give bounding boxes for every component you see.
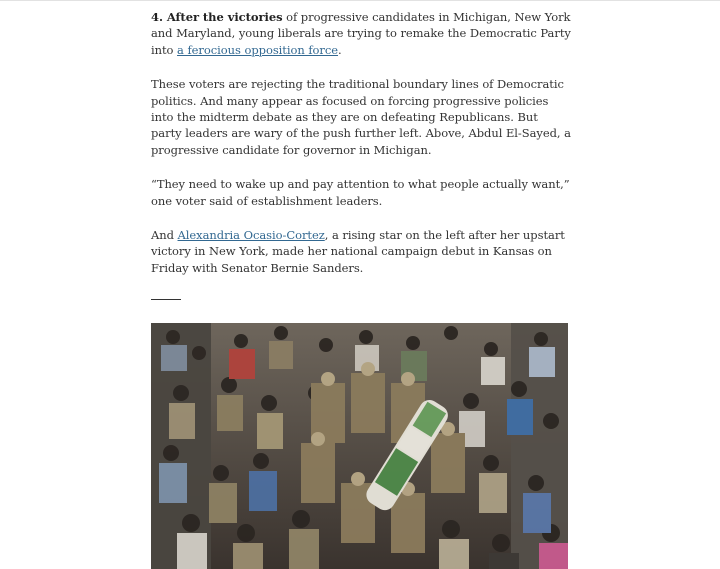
ferocious-opposition-force-link[interactable]: a ferocious opposition force: [177, 42, 339, 57]
paragraph-after-the-victories: [151, 9, 571, 58]
paragraph-voter-quote: “They need to wake up and pay attention to what people actually want,” one voter said of establishment leaders.: [151, 177, 570, 208]
paragraph-lead: 4. After the victories: [151, 10, 283, 24]
section-divider: [151, 299, 181, 300]
crowd-funeral-procession-photo: [151, 323, 568, 569]
paragraph-text: of progressive candidates in Michigan, New York and Maryland, young liberals are trying to remake the Democratic Party into: [151, 10, 571, 57]
article-body: [151, 9, 571, 276]
paragraph-tail: .: [338, 42, 342, 57]
paragraph-lead: And: [151, 228, 178, 243]
top-border: [0, 0, 720, 1]
paragraph-ocasio-cortez: [151, 227, 571, 276]
paragraph-voters-rejecting: These voters are rejecting the traditional boundary lines of Democratic politics. And many appear as focused on forcing progressive policies into the midterm debate as they are on defeating Republicans. But party leaders are wary of the push further left. Above, Abdul El-Sayed, a progressive candidate for governor in Michigan.: [151, 77, 571, 157]
alexandria-ocasio-cortez-link[interactable]: Alexandria Ocasio-Cortez: [177, 228, 325, 243]
photo-illustration: [151, 323, 568, 569]
paragraph-text: , a rising star on the left after her upstart victory in New York, made her national campaign debut in Kansas on Friday with Senator Bernie Sanders.: [151, 228, 565, 275]
